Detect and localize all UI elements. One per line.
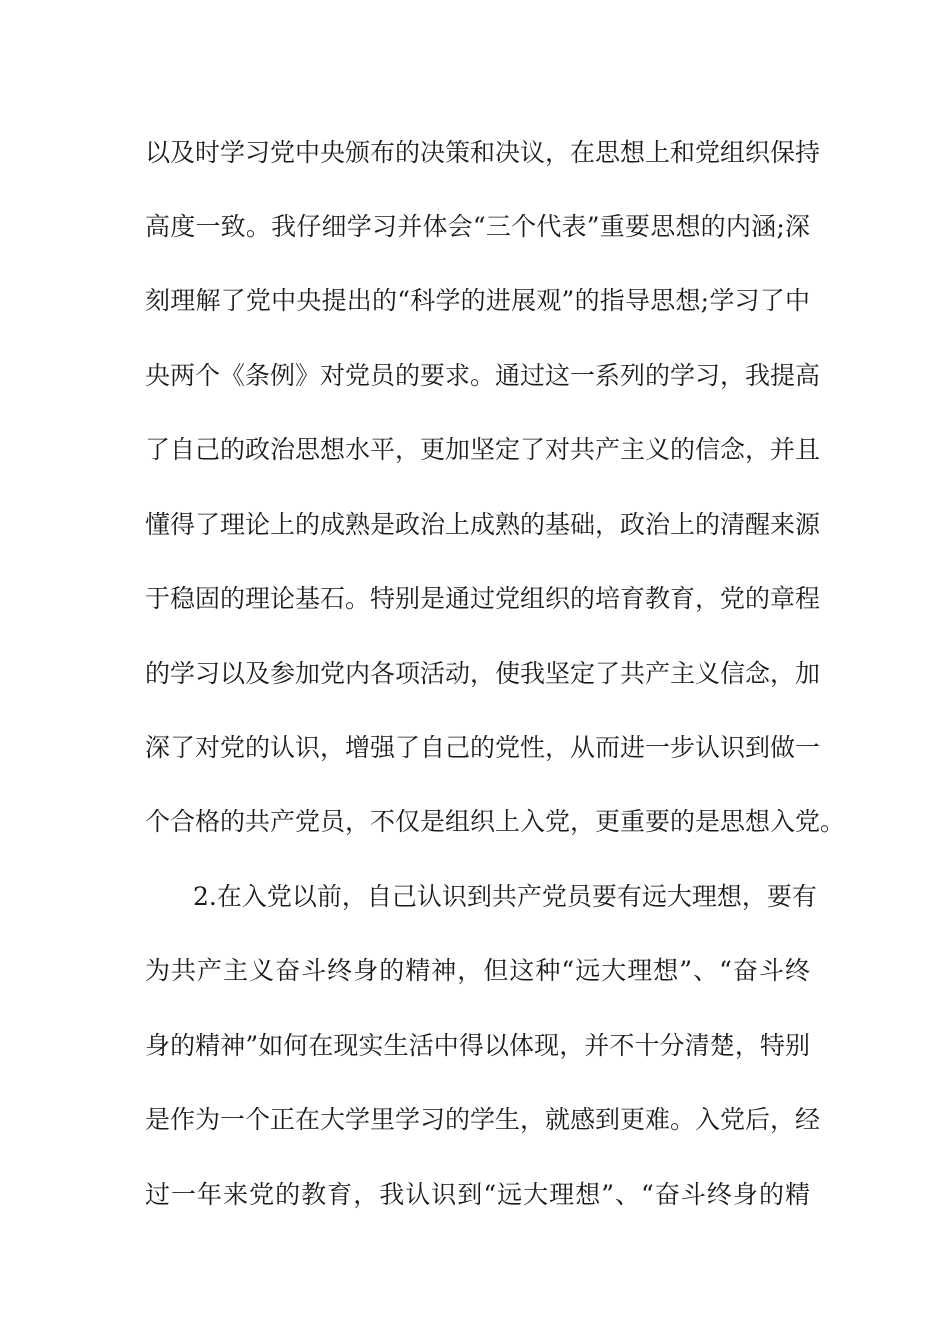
text-line: 刻理解了党中央提出的“科学的进展观”的指导思想;学习了中 (145, 286, 810, 315)
text-line: 的学习以及参加党内各项活动，使我坚定了共产主义信念，加 (145, 659, 821, 688)
text-line: 了自己的政治思想水平，更加坚定了对共产主义的信念，并且 (145, 435, 821, 464)
text-line: 身的精神”如何在现实生活中得以体现，并不十分清楚，特别 (145, 1031, 810, 1060)
text-line: 深了对党的认识，增强了自己的党性，从而进一步认识到做一 (145, 733, 821, 762)
text-line: 过一年来党的教育，我认识到“远大理想”、“奋斗终身的精 (145, 1180, 810, 1209)
text-line: 懂得了理论上的成熟是政治上成熟的基础，政治上的清醒来源 (145, 510, 821, 539)
text-line: 为共产主义奋斗终身的精神，但这种“远大理想”、“奋斗终 (145, 956, 810, 985)
text-line: 以及时学习党中央颁布的决策和决议，在思想上和党组织保持 (145, 138, 821, 167)
text-line: 个合格的共产党员，不仅是组织上入党，更重要的是思想入党。 (145, 807, 846, 836)
text-line: 高度一致。我仔细学习并体会“三个代表”重要思想的内涵;深 (145, 212, 810, 241)
text-line: 央两个《条例》对党员的要求。通过这一系列的学习，我提高 (145, 361, 821, 390)
text-line: 于稳固的理论基石。特别是通过党组织的培育教育，党的章程 (145, 584, 821, 613)
paragraph-start-line: 2.在入党以前，自己认识到共产党员要有远大理想，要有 (193, 882, 817, 911)
text-line: 是作为一个正在大学里学习的学生，就感到更难。入党后，经 (145, 1105, 821, 1134)
